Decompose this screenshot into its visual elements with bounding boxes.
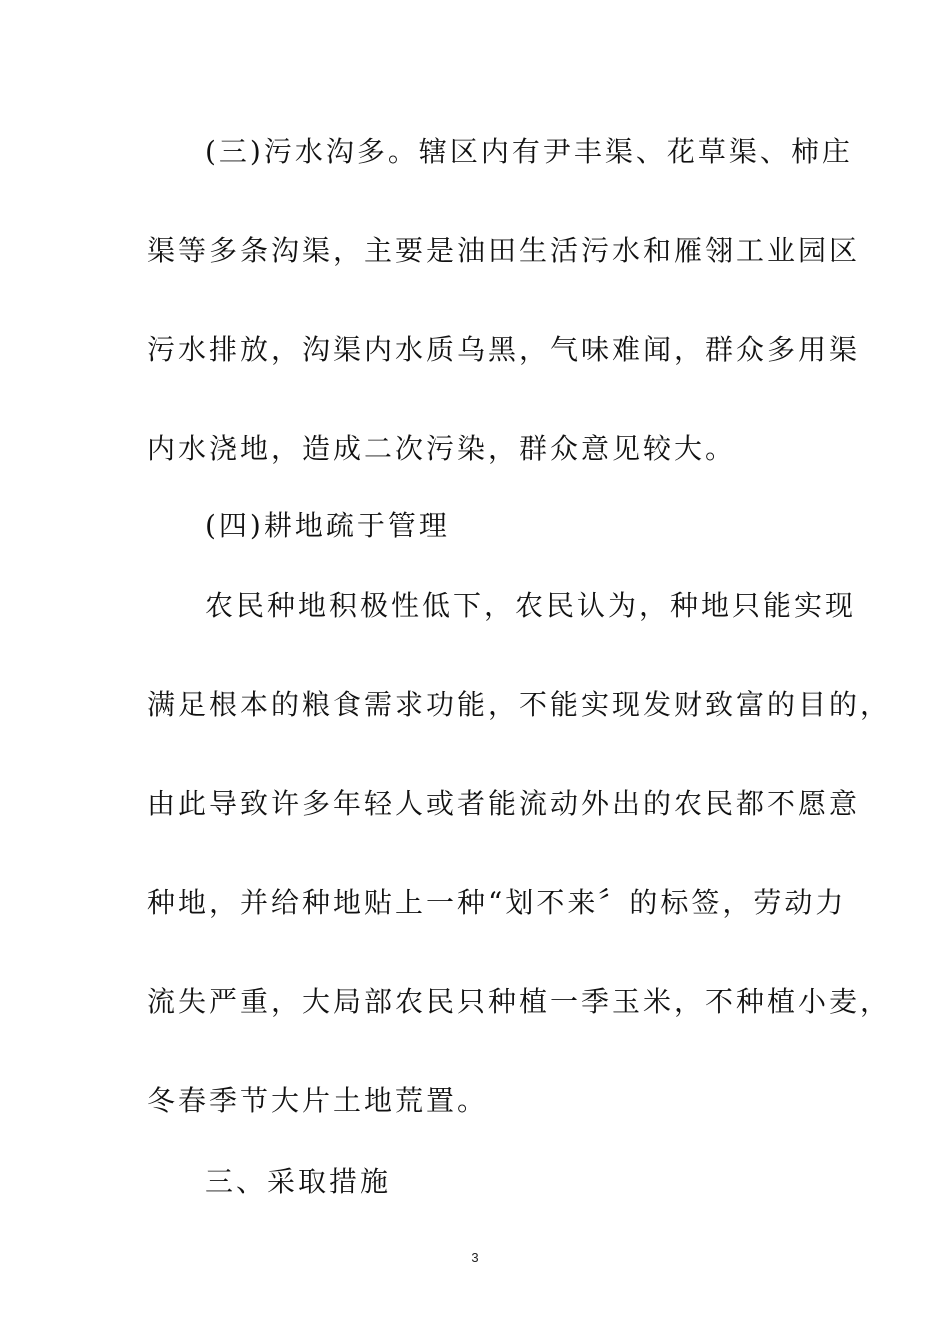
paragraph-line: 流失严重，大局部农民只种植一季玉米，不种植小麦， xyxy=(147,985,892,1018)
paragraph-line: 污水排放，沟渠内水质乌黑，气味难闻，群众多用渠 xyxy=(147,333,861,366)
paragraph-line: 由此导致许多年轻人或者能流动外出的农民都不愿意 xyxy=(147,787,861,820)
paragraph-line: (三)污水沟多。辖区内有尹丰渠、花草渠、柿庄 xyxy=(205,135,853,168)
section-heading: (四)耕地疏于管理 xyxy=(205,509,450,542)
paragraph-line: 农民种地积极性低下，农民认为，种地只能实现 xyxy=(205,589,857,622)
paragraph-line: 冬春季节大片土地荒置。 xyxy=(147,1084,489,1117)
page-number: 3 xyxy=(471,1250,479,1265)
paragraph-line: 渠等多条沟渠，主要是油田生活污水和雁翎工业园区 xyxy=(147,234,861,267)
paragraph-line: 满足根本的粮食需求功能，不能实现发财致富的目的， xyxy=(147,688,892,721)
paragraph-line: 内水浇地，造成二次污染，群众意见较大。 xyxy=(147,432,737,465)
section-heading: 三、采取措施 xyxy=(205,1165,392,1198)
paragraph-line: 种地，并给种地贴上一种“划不来〞的标签，劳动力 xyxy=(147,886,847,919)
